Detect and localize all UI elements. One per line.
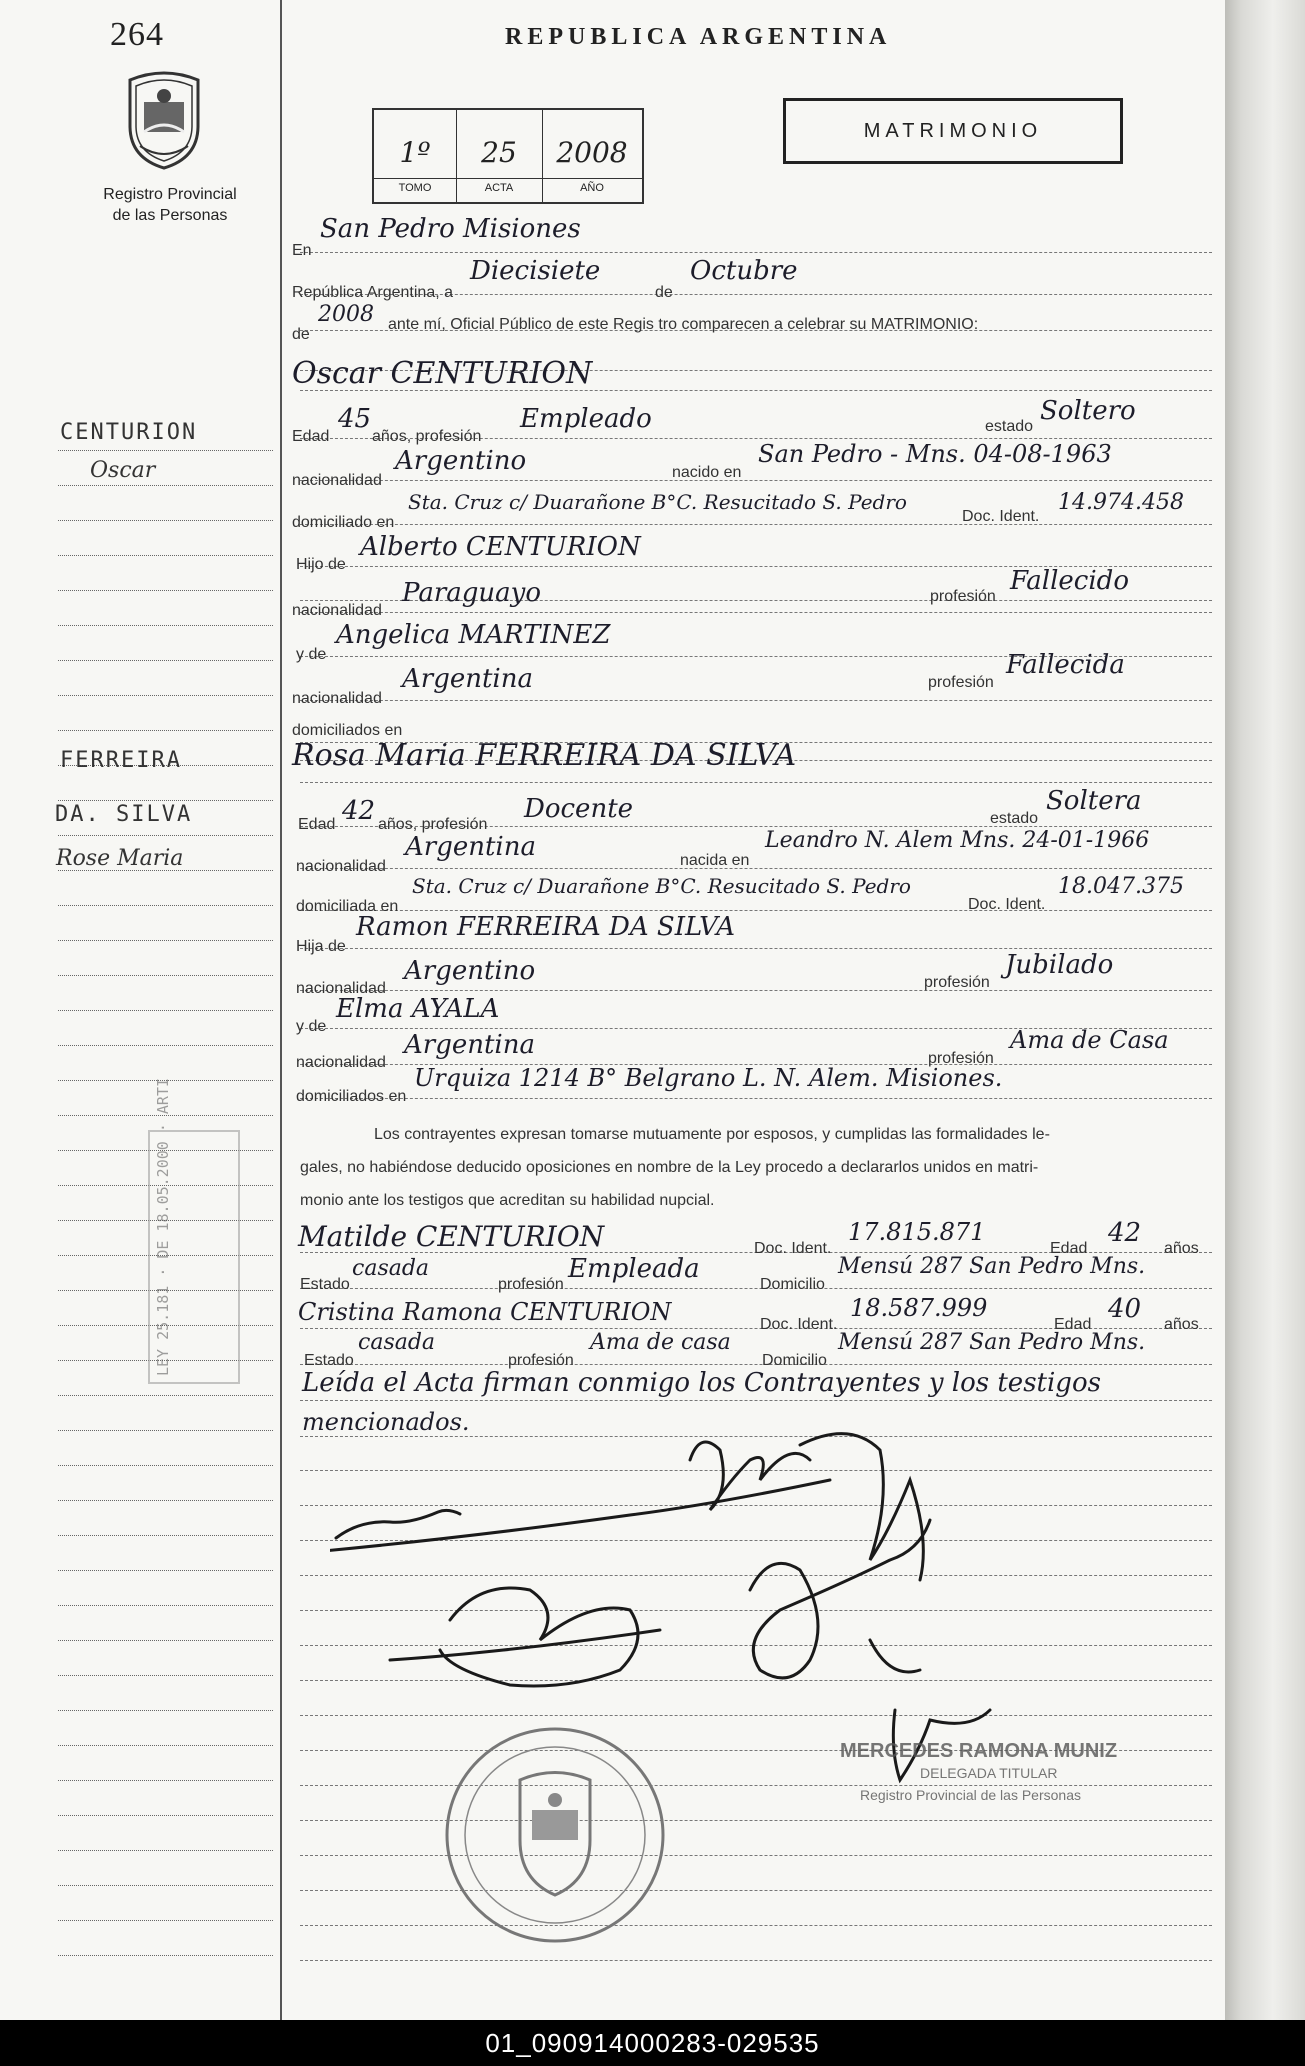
form-rule-line	[300, 524, 1212, 525]
witness2-address: Mensú 287 San Pedro Mns.	[838, 1330, 1146, 1355]
margin-rule-line	[58, 1710, 273, 1711]
form-rule-line	[300, 948, 1212, 949]
spouse1-name: Oscar CENTURION	[292, 356, 593, 391]
spouse1-nacido-label: nacido en	[672, 464, 742, 481]
spouse1-age: 45	[338, 404, 372, 434]
form-rule-line	[300, 868, 1212, 869]
en-label: En	[292, 242, 312, 259]
spouse1-dom-label: domiciliado en	[292, 514, 395, 531]
witness1-doc: 17.815.871	[848, 1218, 986, 1246]
spouse2-name: Rosa Maria FERREIRA DA SILVA	[292, 738, 797, 773]
margin-rule-line	[58, 1535, 273, 1536]
tomo-value: 1º	[399, 136, 431, 169]
spouse1-hijo-label: Hijo de	[296, 556, 346, 573]
registro-line-2: de las Personas	[112, 207, 228, 224]
margin-rule-line	[58, 905, 273, 906]
spouse2-profession: Docente	[524, 794, 634, 824]
tomo-label: TOMO	[374, 178, 456, 194]
registry-seal-icon	[440, 1720, 670, 1950]
margin-rule-line	[58, 1780, 273, 1781]
form-rule-line	[300, 910, 1212, 911]
anio-value: 2008	[556, 136, 628, 169]
margin-name-spouse1-surname: CENTURION	[60, 420, 198, 445]
margin-rule-line	[58, 450, 273, 451]
de2-label: de	[292, 326, 310, 343]
body-line-3: monio ante los testigos que acreditan su habilidad nupcial.	[300, 1192, 715, 1209]
spouse2-dom-label: domiciliada en	[296, 898, 399, 915]
form-rule-line	[300, 1364, 1212, 1365]
margin-rule-line	[58, 800, 273, 801]
form-rule-line	[300, 1400, 1212, 1401]
republica-label: República Argentina, a	[292, 284, 453, 301]
margin-rule-line	[58, 1500, 273, 1501]
spouse1-father-nat: Paraguayo	[402, 578, 541, 608]
day-value: Diecisiete	[470, 256, 601, 286]
spouse1-yde-label: y de	[296, 646, 327, 663]
margin-rule-line	[58, 590, 273, 591]
spouse1-doc: 14.974.458	[1058, 490, 1184, 515]
margin-rule-line	[58, 730, 273, 731]
form-rule-line	[300, 990, 1212, 991]
spouse2-father-prof: Jubilado	[1005, 950, 1114, 980]
spouse2-age: 42	[342, 796, 376, 826]
form-rule-line	[300, 700, 1212, 701]
witness2-doc: 18.587.999	[850, 1294, 988, 1322]
spouse2-mother-nat: Argentina	[404, 1030, 535, 1060]
official-stamp-title: DELEGADA TITULAR	[920, 1765, 1058, 1781]
year-value: 2008	[318, 302, 374, 327]
act-type-box: MATRIMONIO	[783, 98, 1123, 164]
blank-rule-line	[300, 1925, 1212, 1926]
spouse2-yde-label: y de	[296, 1018, 327, 1035]
spouse2-nationality: Argentina	[405, 832, 536, 862]
witness2-prof-label: profesión	[508, 1352, 574, 1369]
spouse1-nac-label: nacionalidad	[292, 472, 382, 489]
margin-name-spouse1-given: Oscar	[90, 458, 156, 483]
spouse1-mother-nat-label: nacionalidad	[292, 690, 382, 707]
margin-name-spouse2-surname2: DA. SILVA	[55, 802, 193, 827]
tomo-acta-anio-box	[372, 108, 644, 204]
side-stamp-text: LEY 25.181 · DE 18.05.2000 · ARTI	[154, 1077, 172, 1376]
margin-rule-line	[58, 520, 273, 521]
spouse2-anos-label: años, profesión	[378, 816, 488, 833]
provincial-seal-icon	[122, 66, 206, 170]
spouse2-edad-label: Edad	[298, 816, 336, 833]
registro-provincial-label	[60, 184, 280, 226]
official-stamp-name: MERCEDES RAMONA MUNIZ	[840, 1740, 1118, 1762]
witness1-estado: casada	[352, 1256, 430, 1281]
spouse2-nacido-label: nacida en	[680, 852, 750, 869]
spouse1-father-prof-label: profesión	[930, 588, 996, 605]
acta-cell	[456, 110, 543, 202]
body-paragraph	[300, 1118, 1200, 1217]
form-rule-line	[300, 612, 1212, 613]
registro-line-1: Registro Provincial	[103, 186, 237, 203]
page-number: 264	[110, 16, 164, 53]
spouse1-address: Sta. Cruz c/ Duarañone B°C. Resucitado S. Pedro	[408, 490, 907, 514]
margin-rule-line	[58, 1815, 273, 1816]
tomo-cell	[374, 110, 457, 202]
official-stamp-office: Registro Provincial de las Personas	[860, 1787, 1081, 1803]
witness1-address: Mensú 287 San Pedro Mns.	[838, 1254, 1146, 1279]
spouse2-father-nat: Argentino	[404, 956, 536, 986]
form-rule-line	[300, 782, 1212, 783]
blank-rule-line	[300, 1890, 1212, 1891]
witness2-dom-label: Domicilio	[762, 1352, 827, 1369]
spouse2-born: Leandro N. Alem Mns. 24-01-1966	[765, 828, 1150, 853]
spouse1-mother: Angelica MARTINEZ	[336, 620, 611, 650]
page-edge-shadow	[1225, 0, 1305, 2020]
blank-rule-line	[300, 1855, 1212, 1856]
intro-text: ante mí, Oficial Público de este Regis tro comparecen a celebrar su MATRIMONIO:	[388, 316, 979, 333]
spouse2-mother-prof: Ama de Casa	[1010, 1026, 1169, 1054]
margin-rule-line	[58, 1395, 273, 1396]
margin-rule-line	[58, 1850, 273, 1851]
spouse2-doc: 18.047.375	[1058, 874, 1184, 899]
witness2-estado: casada	[358, 1330, 436, 1355]
spouse2-estado: Soltera	[1046, 786, 1142, 816]
margin-rule-line	[58, 1955, 273, 1956]
witness2-name: Cristina Ramona CENTURION	[298, 1298, 672, 1326]
margin-rule-line	[58, 555, 273, 556]
witness2-estado-label: Estado	[304, 1352, 354, 1369]
spouse1-father-prof: Fallecido	[1010, 566, 1129, 596]
closing-line-2: mencionados.	[302, 1408, 470, 1436]
country-heading: REPUBLICA ARGENTINA	[505, 24, 892, 50]
margin-rule-line	[58, 1465, 273, 1466]
spouse1-anos-label: años, profesión	[372, 428, 482, 445]
witness2-age: 40	[1108, 1294, 1142, 1324]
spouse1-edad-label: Edad	[292, 428, 330, 445]
spouse2-hijo-label: Hija de	[296, 938, 346, 955]
acta-value: 25	[481, 136, 517, 169]
spouse2-mother: Elma AYALA	[336, 994, 500, 1024]
spouse1-estado: Soltero	[1040, 396, 1136, 426]
witness1-dom-label: Domicilio	[760, 1276, 825, 1293]
spouse1-doc-label: Doc. Ident.	[962, 508, 1040, 525]
margin-rule-line	[58, 625, 273, 626]
witness1-prof-label: profesión	[498, 1276, 564, 1293]
witness1-anos-label: años	[1164, 1240, 1199, 1257]
spouse1-mother-prof-label: profesión	[928, 674, 994, 691]
place-value: San Pedro Misiones	[320, 214, 581, 244]
anio-cell	[542, 110, 642, 202]
form-rule-line	[300, 252, 1212, 253]
spouse2-domiciliados-label: domiciliados en	[296, 1088, 407, 1105]
margin-name-spouse2-given: Rose Maria	[56, 846, 184, 871]
spouse2-estado-label: estado	[990, 810, 1039, 827]
margin-rule-line	[58, 1640, 273, 1641]
spouse2-mother-prof-label: profesión	[928, 1050, 994, 1067]
closing-line-1: Leída el Acta firman conmigo los Contrayentes y los testigos	[302, 1368, 1101, 1398]
spouse2-nac-label: nacionalidad	[296, 858, 386, 875]
witness1-age: 42	[1108, 1218, 1142, 1248]
month-value: Octubre	[690, 256, 798, 286]
margin-rule-line	[58, 975, 273, 976]
margin-rule-line	[58, 695, 273, 696]
body-line-1: Los contrayentes expresan tomarse mutuamente por esposos, y cumplidas las formalidades le-	[374, 1126, 1050, 1143]
margin-rule-line	[58, 1675, 273, 1676]
margin-rule-line	[58, 485, 273, 486]
spouse1-mother-prof: Fallecida	[1006, 650, 1125, 680]
anio-label: AÑO	[542, 178, 642, 194]
margin-rule-line	[58, 1920, 273, 1921]
margin-rule-line	[58, 1745, 273, 1746]
spouse2-mother-nat-label: nacionalidad	[296, 1054, 386, 1071]
spouse1-domiciliados-label: domiciliados en	[292, 722, 403, 739]
spouse1-profession: Empleado	[520, 404, 652, 434]
form-rule-line	[300, 1288, 1212, 1289]
margin-rule-line	[58, 1430, 273, 1431]
spouse2-parents-address: Urquiza 1214 B° Belgrano L. N. Alem. Misiones.	[414, 1064, 1003, 1092]
witness1-profession: Empleada	[568, 1254, 700, 1284]
margin-rule-line	[58, 660, 273, 661]
blank-rule-line	[300, 1960, 1212, 1961]
body-line-2: gales, no habiéndose deducido oposiciones en nombre de la Ley procedo a declararlos unidos en matri-	[300, 1159, 1039, 1176]
spouse1-father: Alberto CENTURION	[360, 532, 641, 562]
spouse1-estado-label: estado	[985, 418, 1034, 435]
de-label: de	[655, 284, 673, 301]
acta-label: ACTA	[456, 178, 542, 194]
spouse1-mother-nat: Argentina	[402, 664, 533, 694]
witness2-doc-label: Doc. Ident.	[760, 1316, 838, 1333]
witness1-doc-label: Doc. Ident.	[754, 1240, 832, 1257]
witness2-edad-label: Edad	[1054, 1316, 1092, 1333]
margin-rule-line	[58, 1885, 273, 1886]
margin-rule-line	[58, 1010, 273, 1011]
spouse2-doc-label: Doc. Ident.	[968, 896, 1046, 913]
witness1-estado-label: Estado	[300, 1276, 350, 1293]
margin-rule-line	[58, 835, 273, 836]
form-rule-line	[300, 1098, 1212, 1099]
spouse2-father: Ramon FERREIRA DA SILVA	[356, 912, 735, 942]
spouse1-born: San Pedro - Mns. 04-08-1963	[758, 440, 1112, 468]
witness1-edad-label: Edad	[1050, 1240, 1088, 1257]
side-stamp	[148, 1077, 240, 1384]
margin-name-spouse2-surname: FERREIRA	[60, 748, 182, 773]
blank-rule-line	[300, 1820, 1212, 1821]
footer-id-bar: 01_090914000283-029535	[0, 2020, 1305, 2066]
margin-rule-line	[58, 1605, 273, 1606]
spouse2-father-prof-label: profesión	[924, 974, 990, 991]
official-stamp	[840, 1740, 1117, 1806]
form-rule-line	[300, 480, 1212, 481]
margin-rule-line	[58, 940, 273, 941]
witness1-name: Matilde CENTURION	[298, 1220, 605, 1253]
spouse1-father-nat-label: nacionalidad	[292, 602, 382, 619]
spouse2-address: Sta. Cruz c/ Duarañone B°C. Resucitado S. Pedro	[412, 874, 911, 898]
margin-rule-line	[58, 1570, 273, 1571]
witness2-anos-label: años	[1164, 1316, 1199, 1333]
margin-rule-line	[58, 1045, 273, 1046]
witness2-profession: Ama de casa	[590, 1330, 731, 1355]
spouse1-nationality: Argentino	[395, 446, 527, 476]
spouse2-father-nat-label: nacionalidad	[296, 980, 386, 997]
